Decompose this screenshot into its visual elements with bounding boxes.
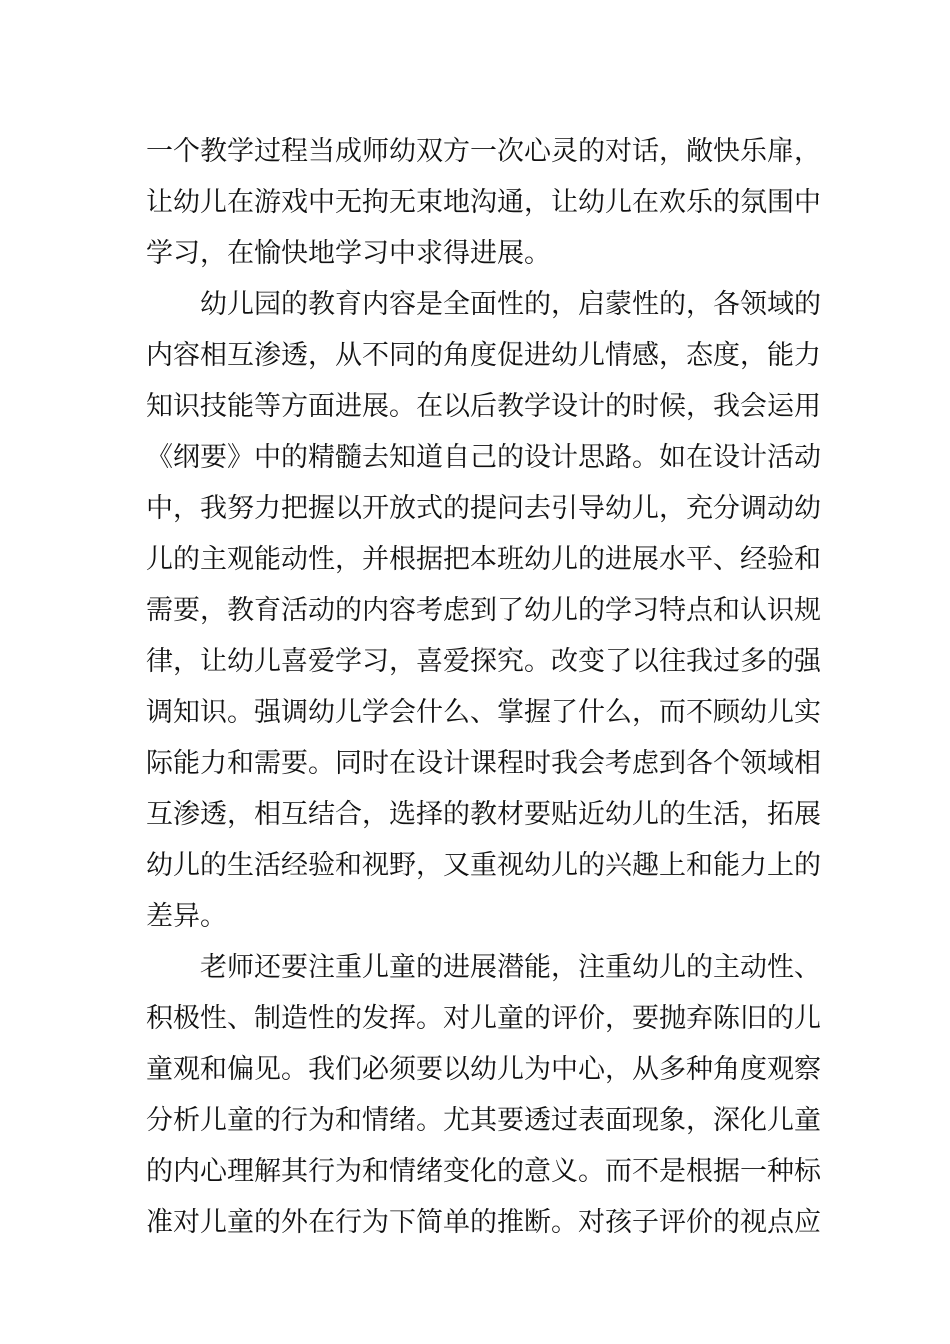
text-line: 幼儿园的教育内容是全面性的，启蒙性的，各领域的 [200,289,821,320]
body-text [146,126,821,1248]
text-line: 律，让幼儿喜爱学习，喜爱探究。改变了以往我过多的强 [146,646,821,677]
text-line: 需要，教育活动的内容考虑到了幼儿的学习特点和认识规 [146,595,821,626]
text-line: 际能力和需要。同时在设计课程时我会考虑到各个领域相 [146,748,821,779]
text-line: 老师还要注重儿童的进展潜能，注重幼儿的主动性、 [200,952,821,983]
text-line: 差异。 [146,901,227,932]
text-line: 积极性、制造性的发挥。对儿童的评价，要抛弃陈旧的儿 [146,1003,821,1034]
paragraph-3 [146,942,821,1248]
text-line: 一个教学过程当成师幼双方一次心灵的对话，敞快乐扉， [146,136,821,167]
text-line: 知识技能等方面进展。在以后教学设计的时候，我会运用 [146,391,821,422]
text-line: 内容相互渗透，从不同的角度促进幼儿情感，态度，能力 [146,340,821,371]
text-line: 童观和偏见。我们必须要以幼儿为中心，从多种角度观察 [146,1054,821,1085]
text-line: 互渗透，相互结合，选择的教材要贴近幼儿的生活，拓展 [146,799,821,830]
paragraph-2 [146,279,821,942]
text-line: 分析儿童的行为和情绪。尤其要透过表面现象，深化儿童 [146,1105,821,1136]
text-line: 儿的主观能动性，并根据把本班幼儿的进展水平、经验和 [146,544,821,575]
text-line: 的内心理解其行为和情绪变化的意义。而不是根据一种标 [146,1156,821,1187]
text-line: 中，我努力把握以开放式的提问去引导幼儿，充分调动幼 [146,493,821,524]
text-line: 调知识。强调幼儿学会什么、掌握了什么，而不顾幼儿实 [146,697,821,728]
text-line: 让幼儿在游戏中无拘无束地沟通，让幼儿在欢乐的氛围中 [146,187,821,218]
text-line: 《纲要》中的精髓去知道自己的设计思路。如在设计活动 [146,442,821,473]
text-line: 幼儿的生活经验和视野，又重视幼儿的兴趣上和能力上的 [146,850,821,881]
text-line: 学习，在愉快地学习中求得进展。 [146,238,551,269]
text-line: 准对儿童的外在行为下简单的推断。对孩子评价的视点应 [146,1207,821,1238]
paragraph-1 [146,126,821,279]
